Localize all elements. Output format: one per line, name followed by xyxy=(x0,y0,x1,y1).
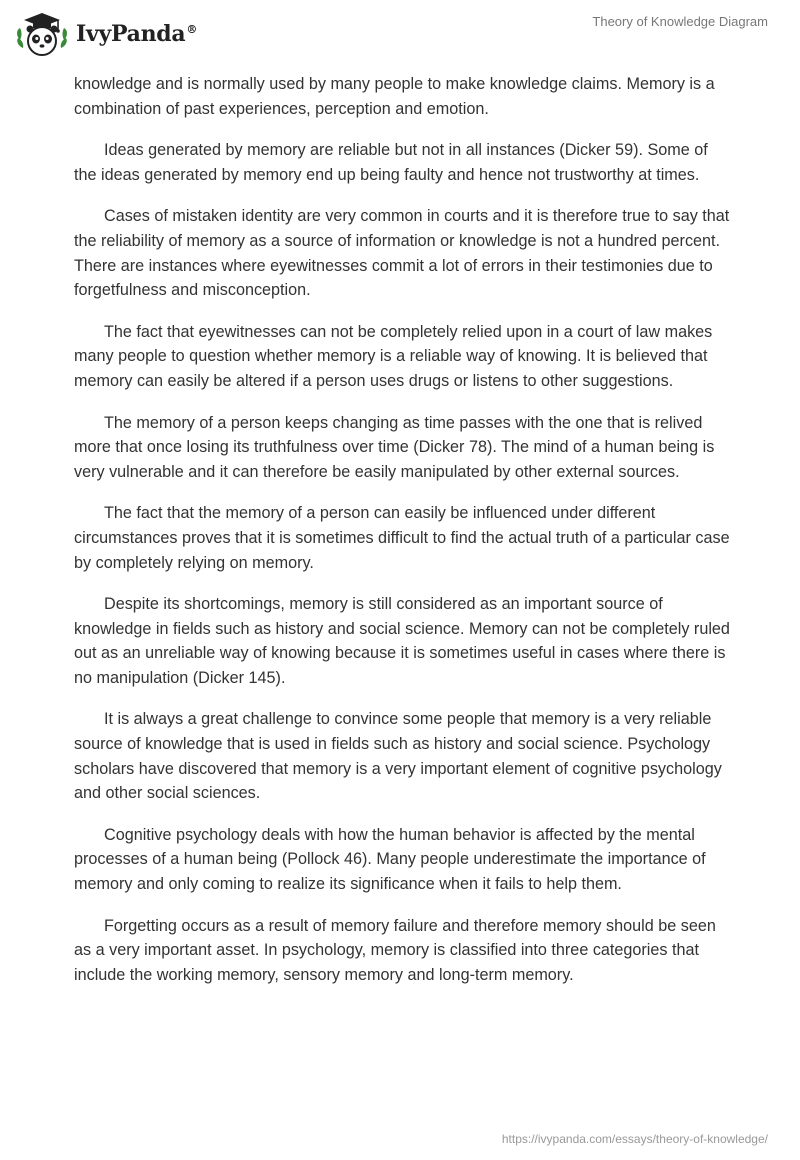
paragraph: The memory of a person keeps changing as time passes with the one that is relived more that once losing its truthfulness over time (Dicker 78). The mind of a human being is very vulnerable and it can therefore be easily manipulated by other external sources. xyxy=(74,413,715,481)
paragraph: Cognitive psychology deals with how the human behavior is affected by the mental processes of a human being (Pollock 46). Many people underestimate the importance of memory and only coming to realize its significance when it fails to help them. xyxy=(74,825,706,894)
paragraph: Ideas generated by memory are reliable but not in all instances (Dicker 59). Some of the ideas generated by memory end up being faulty and hence not trustworthy at times. xyxy=(74,141,708,184)
page-header xyxy=(0,0,800,70)
essay-body xyxy=(74,72,734,1004)
registered-mark: ® xyxy=(186,22,198,36)
document-title: Theory of Knowledge Diagram xyxy=(592,14,768,29)
logo[interactable] xyxy=(14,10,197,58)
paragraph: The fact that the memory of a person can easily be influenced under different circumstances proves that it is sometimes difficult to find the actual truth of a particular case by completely relying on memory. xyxy=(74,504,730,572)
paragraph: Cases of mistaken identity are very common in courts and it is therefore true to say that the reliability of memory as a source of information or knowledge is not a hundred percent. There are instances where eyewitnesses commit a lot of errors in their testimonies due to forgetfulness and misconception. xyxy=(74,207,730,300)
paragraph: knowledge and is normally used by many people to make knowledge claims. Memory is a combination of past experiences, perception and emotion. xyxy=(74,75,715,118)
paragraph: The fact that eyewitnesses can not be completely relied upon in a court of law makes many people to question whether memory is a reliable way of knowing. It is believed that memory can easily be altered if a person uses drugs or listens to other suggestions. xyxy=(74,322,713,390)
panda-logo-icon xyxy=(14,10,70,58)
source-url[interactable]: https://ivypanda.com/essays/theory-of-knowledge/ xyxy=(501,1132,768,1146)
brand-name xyxy=(76,21,197,47)
paragraph: Forgetting occurs as a result of memory failure and therefore memory should be seen as a very important asset. In psychology, memory is classified into three categories that include the working memory, sensory memory and long-term memory. xyxy=(74,916,716,984)
paragraph: It is always a great challenge to convince some people that memory is a very reliable source of knowledge that is used in fields such as history and social science. Psychology scholars have discovered that memory is a very important element of cognitive psychology and other social sciences. xyxy=(74,710,722,803)
brand-text: IvyPanda xyxy=(76,21,186,47)
paragraph: Despite its shortcomings, memory is still considered as an important source of knowledge in fields such as history and social science. Memory can not be completely ruled out as an unreliable way of knowing because it is sometimes useful in cases where there is no manipulation (Dicker 145). xyxy=(74,595,730,687)
